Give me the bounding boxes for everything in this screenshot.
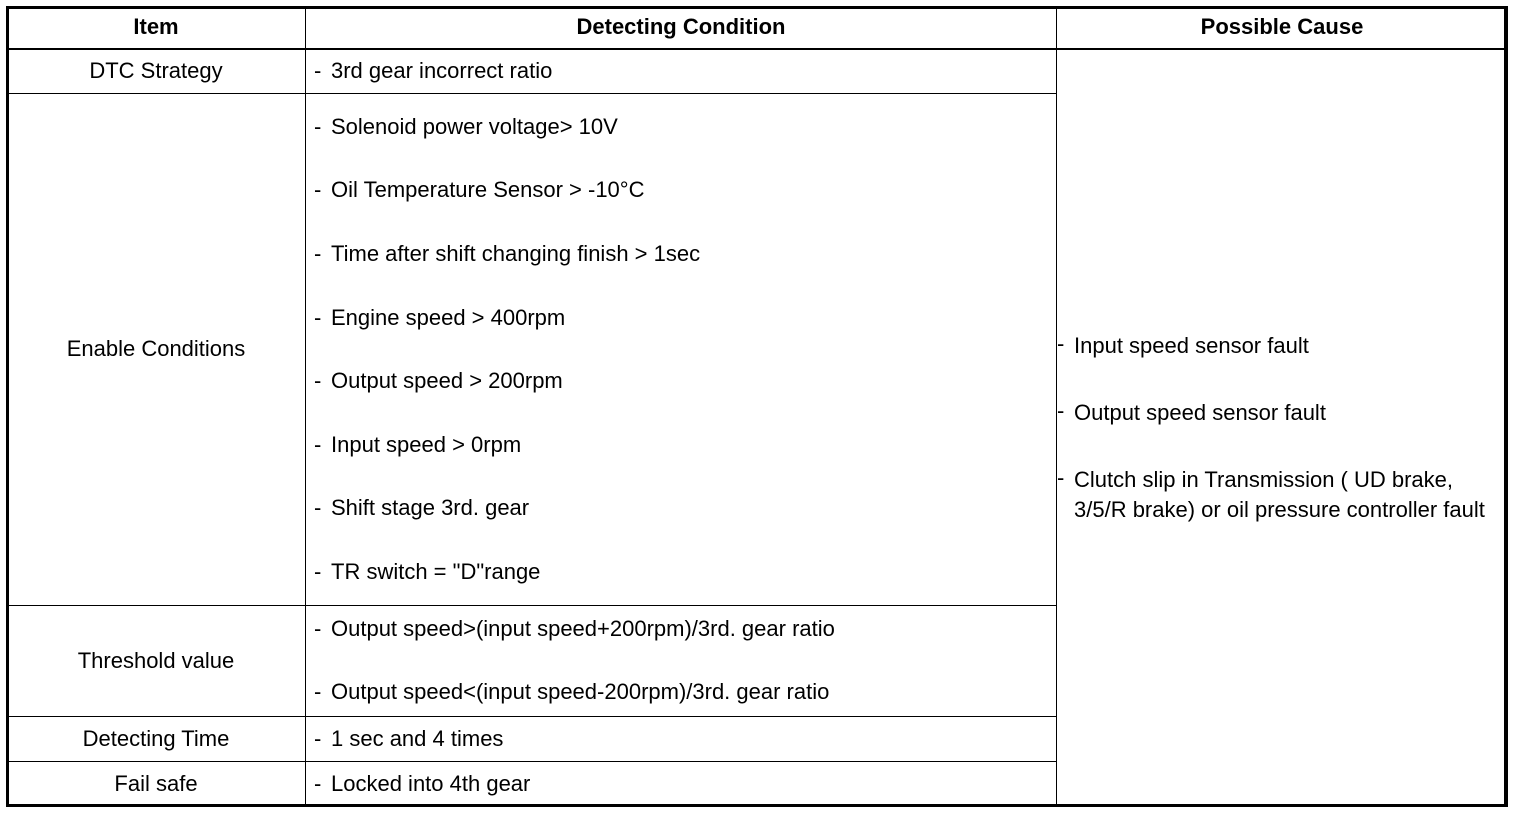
- dash: -: [314, 495, 322, 521]
- item-enable-conditions: Enable Conditions: [7, 94, 306, 606]
- item-fail-safe: Fail safe: [7, 761, 306, 806]
- condition-text: Shift stage 3rd. gear: [331, 495, 530, 521]
- condition-text: Solenoid power voltage> 10V: [331, 113, 618, 139]
- item-threshold-value: Threshold value: [7, 605, 306, 716]
- condition-text: Output speed<(input speed-200rpm)/3rd. gear ratio: [331, 679, 830, 705]
- condition-text: 1 sec and 4 times: [331, 725, 504, 751]
- condition-text: TR switch = "D"range: [331, 558, 541, 584]
- dash: -: [314, 725, 322, 751]
- header-possible-cause: Possible Cause: [1057, 7, 1508, 49]
- condition-text: Oil Temperature Sensor > -10°C: [331, 177, 645, 203]
- cause-text: Output speed sensor fault: [1074, 399, 1326, 425]
- condition-text: Engine speed > 400rpm: [331, 304, 566, 330]
- dash: -: [314, 177, 322, 203]
- dash: -: [1057, 397, 1065, 423]
- condition-text: Time after shift changing finish > 1sec: [331, 240, 701, 266]
- condition-text: Output speed > 200rpm: [331, 368, 563, 394]
- item-detecting-time: Detecting Time: [7, 716, 306, 761]
- dash: -: [314, 431, 322, 457]
- dash: -: [1057, 330, 1065, 356]
- table-outer-border: [6, 6, 1507, 807]
- item-dtc-strategy: DTC Strategy: [7, 49, 306, 94]
- dash: -: [314, 58, 322, 84]
- dash: -: [314, 770, 322, 796]
- dash: -: [314, 368, 322, 394]
- header-detecting-condition: Detecting Condition: [306, 7, 1057, 49]
- dash: -: [314, 113, 322, 139]
- dash: -: [314, 616, 322, 642]
- condition-text: Input speed > 0rpm: [331, 431, 522, 457]
- dash: -: [314, 304, 322, 330]
- header-item: Item: [7, 7, 306, 49]
- dash: -: [314, 558, 322, 584]
- condition-text: Output speed>(input speed+200rpm)/3rd. gear ratio: [331, 616, 835, 642]
- cause-text: Clutch slip in Transmission ( UD brake, 3/5/R brake) or oil pressure controller fault: [1074, 466, 1485, 522]
- condition-text: 3rd gear incorrect ratio: [331, 58, 553, 84]
- dash: -: [314, 240, 322, 266]
- condition-text: Locked into 4th gear: [331, 770, 531, 796]
- dash: -: [314, 679, 322, 705]
- dash: -: [1057, 464, 1065, 490]
- cause-text: Input speed sensor fault: [1074, 332, 1309, 358]
